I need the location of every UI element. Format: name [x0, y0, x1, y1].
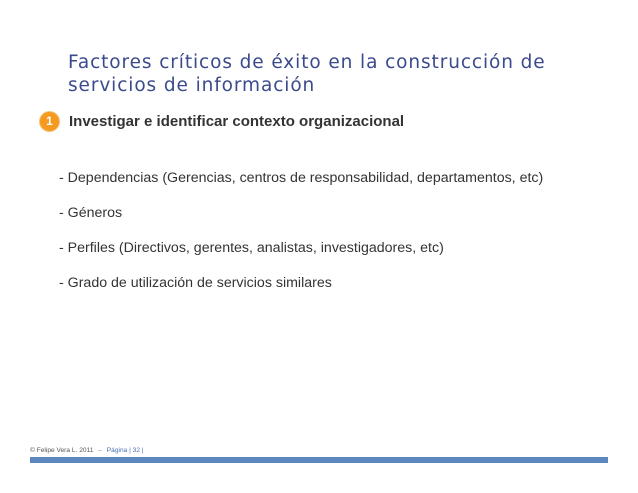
- bullet-list: [59, 167, 543, 307]
- bullet-item-dependencias: - Dependencias (Gerencias, centros de responsabilidad, departamentos, etc): [59, 170, 544, 186]
- bullet-item-perfiles: - Perfiles (Directivos, gerentes, analistas, investigadores, etc): [59, 240, 444, 256]
- footer-separator: –: [98, 447, 102, 454]
- footer-bar: [30, 457, 608, 463]
- slide-title-line-1: Factores críticos de éxito en la construcción de: [68, 52, 546, 73]
- slide-title-line-2: servicios de información: [68, 75, 316, 96]
- slide-title: [68, 51, 608, 97]
- section-heading: [40, 110, 404, 132]
- section-title: Investigar e identificar contexto organizacional: [69, 112, 405, 130]
- footer: [30, 447, 144, 454]
- footer-page-number: Página | 32 |: [106, 447, 144, 454]
- bullet-item-generos: - Géneros: [59, 205, 123, 221]
- bullet-item-grado-utilizacion: - Grado de utilización de servicios similares: [59, 275, 332, 291]
- section-number-badge: 1: [40, 112, 59, 131]
- footer-copyright: © Felipe Vera L. 2011: [30, 447, 94, 454]
